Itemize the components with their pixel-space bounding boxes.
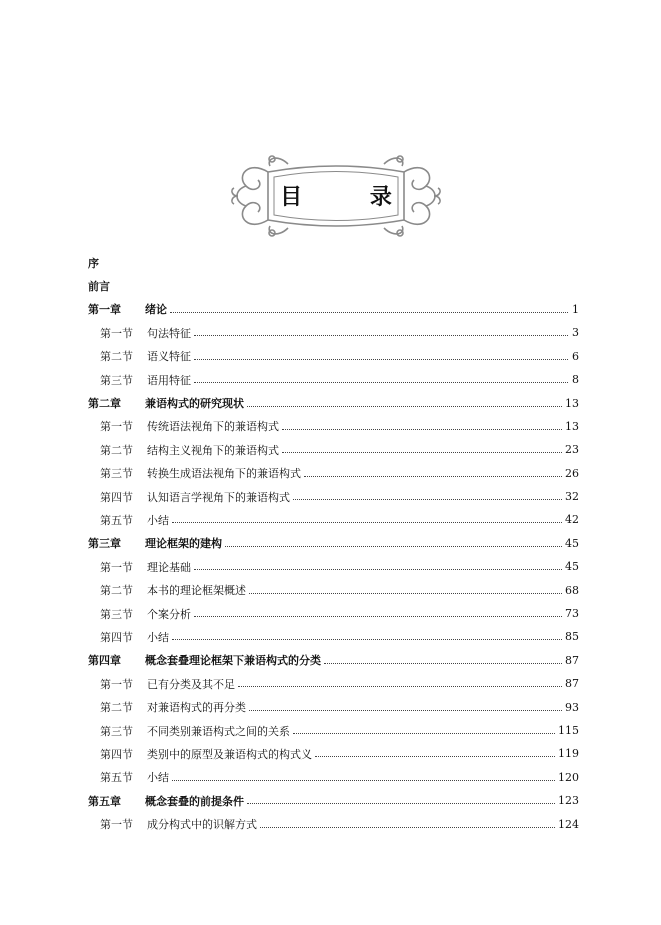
toc-section-entry[interactable] (88, 672, 579, 695)
toc-title: 前言 (88, 280, 110, 294)
toc-page-number: 124 (558, 817, 579, 831)
toc-page-number: 8 (572, 373, 579, 387)
toc-section-entry[interactable] (88, 368, 579, 391)
toc-title: 认知语言学视角下的兼语构式 (147, 490, 290, 504)
toc-title: 对兼语构式的再分类 (147, 701, 246, 715)
toc-title: 序 (88, 256, 99, 270)
toc-title: 绪论 (145, 303, 167, 317)
toc-label: 第二节 (100, 350, 133, 364)
toc-section-entry[interactable] (88, 625, 579, 648)
table-of-contents (88, 251, 579, 836)
toc-label: 第二章 (88, 397, 121, 411)
toc-page-number: 120 (558, 770, 579, 784)
toc-leader-dots (249, 593, 562, 594)
toc-section-entry[interactable] (88, 508, 579, 531)
toc-title: 小结 (147, 771, 169, 785)
toc-section-entry[interactable] (88, 578, 579, 601)
toc-page-number: 42 (565, 513, 579, 527)
toc-section-entry[interactable] (88, 462, 579, 485)
toc-leader-dots (172, 780, 555, 781)
toc-section-entry[interactable] (88, 602, 579, 625)
toc-section-entry[interactable] (88, 742, 579, 765)
toc-leader-dots (194, 616, 562, 617)
toc-title: 概念套叠的前提条件 (145, 794, 244, 808)
toc-leader-dots (304, 476, 562, 477)
toc-chapter-entry[interactable] (88, 649, 579, 672)
toc-leader-dots (293, 499, 562, 500)
toc-leader-dots (293, 733, 555, 734)
toc-label: 第一节 (100, 560, 133, 574)
toc-label: 第一章 (88, 303, 121, 317)
toc-title: 转换生成语法视角下的兼语构式 (147, 467, 301, 481)
toc-label: 第四节 (100, 630, 133, 644)
toc-title: 小结 (147, 513, 169, 527)
toc-label: 第五节 (100, 513, 133, 527)
toc-section-entry[interactable] (88, 719, 579, 742)
toc-label: 第五节 (100, 771, 133, 785)
toc-label: 第一节 (100, 677, 133, 691)
toc-page-number: 23 (565, 443, 579, 457)
toc-chapter-entry[interactable] (88, 391, 579, 414)
toc-page-number: 26 (565, 466, 579, 480)
toc-chapter-entry[interactable] (88, 532, 579, 555)
toc-section-entry[interactable] (88, 485, 579, 508)
toc-label: 第二节 (100, 701, 133, 715)
toc-title: 语义特征 (147, 350, 191, 364)
toc-label: 第三节 (100, 373, 133, 387)
toc-page-number: 1 (572, 302, 579, 316)
toc-label: 第一节 (100, 818, 133, 832)
toc-page-number: 45 (565, 560, 579, 574)
toc-front-preface[interactable] (88, 251, 579, 274)
toc-page-number: 87 (565, 653, 579, 667)
toc-title: 理论框架的建构 (145, 537, 222, 551)
toc-label: 第四节 (100, 747, 133, 761)
toc-title: 类别中的原型及兼语构式的构式义 (147, 747, 312, 761)
toc-title: 语用特征 (147, 373, 191, 387)
toc-label: 第一节 (100, 326, 133, 340)
toc-page-number: 32 (565, 490, 579, 504)
toc-page-number: 6 (572, 349, 579, 363)
toc-page-number: 87 (565, 677, 579, 691)
page-title: 目 录 (280, 184, 422, 210)
toc-leader-dots (172, 522, 562, 523)
toc-leader-dots (282, 452, 562, 453)
toc-section-entry[interactable] (88, 812, 579, 835)
toc-label: 第一节 (100, 420, 133, 434)
toc-label: 第四章 (88, 654, 121, 668)
toc-leader-dots (315, 756, 555, 757)
toc-page-number: 3 (572, 326, 579, 340)
toc-section-entry[interactable] (88, 555, 579, 578)
toc-section-entry[interactable] (88, 415, 579, 438)
toc-title: 不同类别兼语构式之间的关系 (147, 724, 290, 738)
toc-title: 成分构式中的识解方式 (147, 818, 257, 832)
toc-label: 第三节 (100, 467, 133, 481)
toc-title: 结构主义视角下的兼语构式 (147, 443, 279, 457)
toc-leader-dots (247, 406, 562, 407)
toc-leader-dots (260, 827, 555, 828)
title-ornament (228, 150, 444, 242)
toc-leader-dots (172, 639, 562, 640)
toc-leader-dots (225, 546, 562, 547)
toc-section-entry[interactable] (88, 321, 579, 344)
toc-section-entry[interactable] (88, 345, 579, 368)
toc-leader-dots (324, 663, 562, 664)
toc-title: 已有分类及其不足 (147, 677, 235, 691)
toc-chapter-entry[interactable] (88, 298, 579, 321)
toc-title: 兼语构式的研究现状 (145, 397, 244, 411)
toc-label: 第四节 (100, 490, 133, 504)
toc-title: 小结 (147, 630, 169, 644)
toc-page-number: 85 (565, 630, 579, 644)
toc-page-number: 115 (558, 724, 579, 737)
toc-section-entry[interactable] (88, 766, 579, 789)
toc-chapter-entry[interactable] (88, 789, 579, 812)
toc-leader-dots (247, 803, 555, 804)
toc-page-number: 123 (558, 794, 579, 808)
toc-page-number: 13 (565, 396, 579, 410)
toc-title: 句法特征 (147, 326, 191, 340)
toc-leader-dots (194, 569, 562, 570)
toc-section-entry[interactable] (88, 695, 579, 718)
toc-leader-dots (194, 359, 568, 360)
toc-label: 第二节 (100, 443, 133, 457)
toc-label: 第三章 (88, 537, 121, 551)
toc-title: 个案分析 (147, 607, 191, 621)
toc-leader-dots (194, 382, 568, 383)
toc-leader-dots (238, 686, 562, 687)
toc-page-number: 68 (565, 583, 579, 597)
toc-title: 传统语法视角下的兼语构式 (147, 420, 279, 434)
toc-front-foreword[interactable] (88, 274, 579, 297)
toc-label: 第三节 (100, 724, 133, 738)
toc-label: 第五章 (88, 794, 121, 808)
toc-page-number: 73 (565, 607, 579, 621)
toc-page-number: 13 (565, 419, 579, 433)
toc-page-number: 93 (565, 700, 579, 714)
toc-leader-dots (282, 429, 562, 430)
toc-leader-dots (194, 335, 568, 336)
toc-section-entry[interactable] (88, 438, 579, 461)
toc-title: 理论基础 (147, 560, 191, 574)
toc-title: 概念套叠理论框架下兼语构式的分类 (145, 654, 321, 668)
toc-leader-dots (170, 312, 568, 313)
toc-leader-dots (249, 710, 562, 711)
toc-page-number: 45 (565, 536, 579, 550)
toc-page-number: 119 (558, 747, 579, 761)
toc-label: 第二节 (100, 584, 133, 598)
toc-title: 本书的理论框架概述 (147, 584, 246, 598)
toc-label: 第三节 (100, 607, 133, 621)
